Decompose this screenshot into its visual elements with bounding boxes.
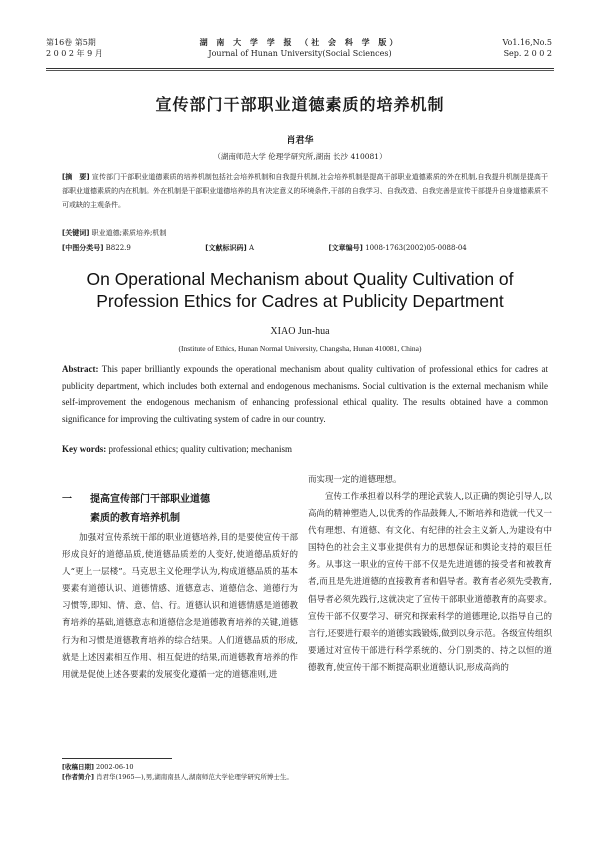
section-1-heading [62,490,298,528]
running-header-right [502,37,552,59]
title-en-line-1: On Operational Mechanism about Quality Cultivation of [86,269,514,289]
affiliation-en: (Institute of Ethics, Hunan Normal University, Changsha, Hunan 410081, China) [178,344,422,353]
journal-name-cn: 湖 南 大 学 学 报 （社 会 科 学 版） [199,37,401,47]
bio-label: [作者简介] [62,773,94,781]
article-no-value: 1008-1763(2002)05-0088-04 [365,244,467,252]
article-no-label: [文章编号] [328,244,363,252]
volume-issue-en: Vo1.16,No.5 [502,38,552,47]
doc-code-label: [文献标识码] [205,244,247,252]
running-header-left [46,37,103,59]
keywords-text-cn: 职业道德;素质培养;机制 [91,229,167,237]
footnote-author-bio [62,772,552,782]
footnote-rule [62,758,172,759]
header-rule [46,68,554,69]
section-1-number: 一 [62,494,72,505]
received-value: 2002-06-10 [96,763,134,771]
author-cn: 肖君华 [286,136,314,146]
author-en: XIAO Jun-hua [270,326,330,337]
abstract-label-cn: [摘 要] [62,173,90,181]
received-label: [收稿日期] [62,763,94,771]
abstract-en [62,361,548,427]
title-en-line-2: Profession Ethics for Cadres at Publicity Department [96,291,504,311]
abstract-text-cn: 宣传部门干部职业道德素质的培养机制包括社会培养机制和自我提升机制,社会培养机制是提高干部职业道德素质的外在机制,自我提升机制是提高干部职业道德素质的内在机制。外在机制是干部职业道德培养的具有决定意义的环境条件,干部的自我学习、自我改造、自我完善是宣传干部提升自身道德素质不可或缺的主观条件。 [62,173,548,209]
running-header-center [150,37,450,59]
journal-name-en: Journal of Hunan University(Social Sciences) [208,49,392,58]
body-left-paragraph: 加强对宣传系统干部的职业道德培养,目的是要使宣传干部形成良好的道德品质,使道德品质差的人变好,使道德品质好的人“更上一层楼”。马克思主义伦理学认为,构成道德品质的基本要素有道德认识、道德情感、道德意志、道德信念、道德行为习惯等,即知、情、意、信、行。道德认识和道德情感是道德教育培养的基础,道德意志和道德信念是道德教育培养的关键,道德行为和习惯是道德教育培养的综合结果。人们道德品质的形成,就是上述因素相互作用、相互促进的结果,而道德教育培养的作用就是促使上述各要素的发展变化遵循一定的道德准则,进 [62,533,298,680]
doc-code-value: A [248,244,254,252]
keywords-label-en: Key words: [62,444,107,454]
paper-title-en [46,268,554,312]
date-cn: 2 0 0 2 年 9 月 [46,49,103,58]
clc-value: B822.9 [105,244,131,252]
bio-value: 肖君华(1965—),男,湖南南县人,湖南师范大学伦理学研究所博士生。 [96,773,293,781]
date-en: Sep. 2 0 0 2 [503,49,552,58]
keywords-label-cn: [关键词] [62,229,90,237]
affiliation-cn: （湖南师范大学 伦理学研究所,湖南 长沙 410081） [213,152,387,161]
abstract-text-en: This paper brilliantly expounds the operational mechanism about quality cultivation of professional ethics for cadres at publicity department, which includes both external and endogenous mechanisms. Social cultivation is the external mechanism while self-improvement the endogenous mechanism of enhancing professional ethical quality. The results obtained have a common significance for improving the cultivating system of cadre in our country. [62,364,548,424]
abstract-label-en: Abstract: [62,364,99,374]
body-right-paragraph-2: 宣传工作承担着以科学的理论武装人,以正确的舆论引导人,以高尚的精神塑造人,以优秀的作品鼓舞人,不断培养和造就一代又一代有理想、有道德、有文化、有纪律的社会主义新人,为建设有中国特色的社会主义事业提供有力的思想保证和舆论支持的艰巨任务。从事这一职业的宣传干部不仅是先进道德的接受者和被教育者,而且是先进道德的直接教育者和倡导者。教育者必须先受教育,倡导者必须先践行,这就决定了宣传干部职业道德教育的高要求。宣传干部不仅要学习、研究和探索科学的道德理论,以指导自己的言行,还要进行艰辛的道德实践锻炼,做到以身示范。各级宣传组织要通过对宣传干部进行科学系统的、分门别类的、持之以恒的道德教育,使宣传干部不断提高职业道德认识,形成高尚的 [308,492,552,673]
keywords-text-en: professional ethics; quality cultivation; mechanism [108,444,292,454]
paper-title-cn: 宣传部门干部职业道德素质的培养机制 [155,95,445,114]
section-1-title-line-2: 素质的教育培养机制 [90,513,180,524]
keywords-en [62,444,548,454]
keywords-cn [62,228,548,238]
header-rule-thin [46,70,554,71]
body-right-paragraph-1: 而实现一定的道德理想。 [308,475,402,485]
clc-label: [中图分类号] [62,244,104,252]
volume-issue-cn: 第16卷 第5期 [46,38,96,47]
section-1-title-line-1: 提高宣传部门干部职业道德 [90,494,210,505]
classification-row [62,243,548,253]
abstract-cn [62,170,548,212]
footnote-received [62,762,552,772]
